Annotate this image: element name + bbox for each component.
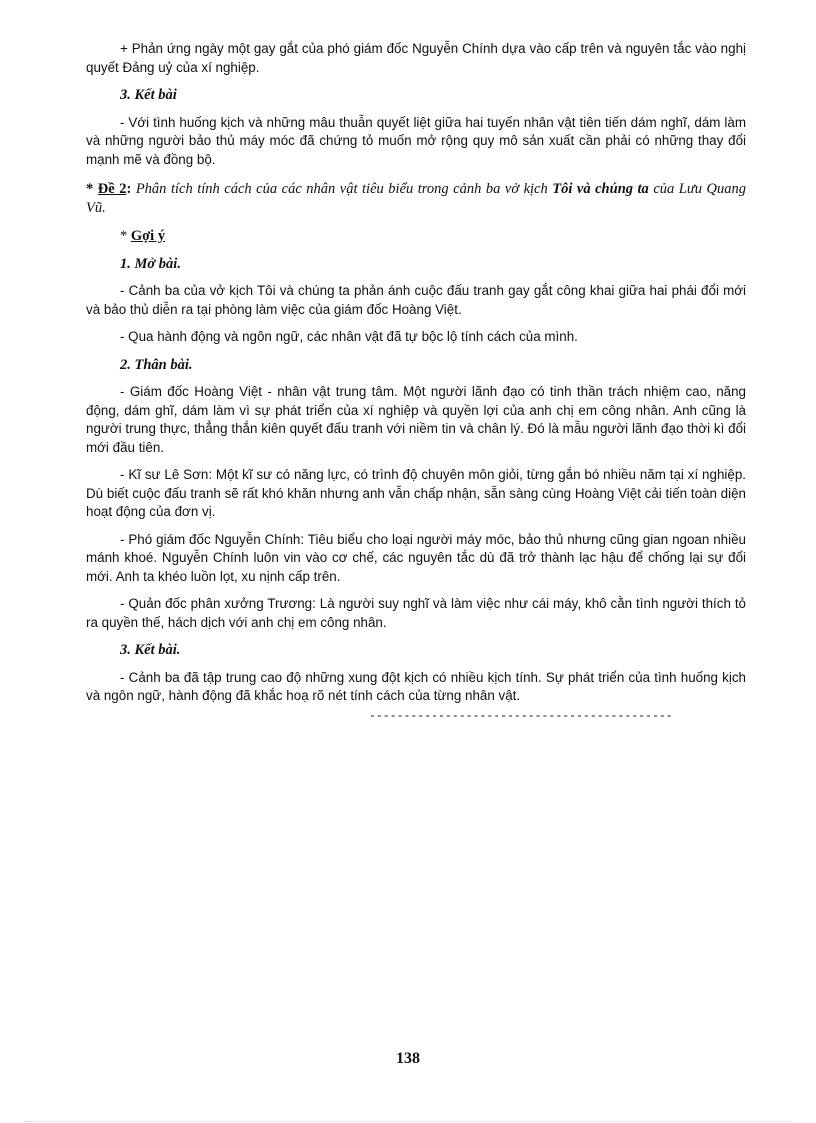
page-number: 138 — [396, 1050, 420, 1067]
heading-mo-bai: 1. Mở bài. — [120, 255, 181, 272]
de-2-play-title: Tôi và chúng ta — [552, 181, 649, 197]
heading-ket-bai: 3. Kết bài — [120, 87, 177, 103]
paragraph-truong: - Quản đốc phân xưởng Trương: Là người suy nghĩ và làm việc như cái máy, khô cằn tình người thích tỏ ra quyền thế, hách dịch với anh chị em công nhân. — [86, 596, 746, 630]
paragraph-nguyen-chinh-reaction: + Phản ứng ngày một gay gắt của phó giám đốc Nguyễn Chính dựa vào cấp trên và nguyên tắc vào nghị quyết Đảng uỷ của xí nghiệp. — [86, 41, 746, 75]
paragraph-ket-bai-2: - Cảnh ba đã tập trung cao độ những xung đột kịch có nhiều kịch tính. Sự phát triển của tình huống kịch và ngôn ngữ, hành động đã khắc hoạ rõ nét tính cách của từng nhân vật. — [86, 669, 746, 703]
paragraph-ket-bai-conclusion: - Với tình huống kịch và những mâu thuẫn quyết liệt giữa hai tuyến nhân vật tiên tiến dám nghĩ, dám làm và những người bảo thủ máy móc đã chứng tỏ muốn mở rộng quy mô sản xuất cần phải có những thay đổi mạnh mẽ và đồng bộ. — [86, 114, 746, 167]
heading-ket-bai-2: 3. Kết bài. — [120, 642, 181, 658]
de-2-colon: : — [126, 181, 136, 197]
goi-y-label: Gợi ý — [130, 228, 166, 244]
goi-y-star: * — [120, 228, 131, 244]
paragraph-hoang-viet: - Giám đốc Hoàng Việt - nhân vật trung tâm. Một người lãnh đạo có tinh thần trách nhiệm cao, năng động, dám ghĩ, dám làm vì sự phát triển của xí nghiệp và quyền lợi của anh chị em công nhân. Anh cũng là người trung thực, thẳng thắn kiên quyết đấu tranh với niềm tin và chân lý. Đó là mẫu người lãnh đạo thời kì đổi mới đầu tiên. — [86, 384, 746, 455]
de-2-prompt — [86, 180, 746, 218]
heading-than-bai: 2. Thân bài. — [120, 356, 193, 373]
paragraph-mo-bai-2: - Qua hành động và ngôn ngữ, các nhân vật đã tự bộc lộ tính cách của mình. — [120, 329, 578, 344]
de-2-prompt-text: Phân tích tính cách của các nhân vật tiêu biểu trong cảnh ba vở kịch — [135, 181, 553, 197]
goi-y-heading — [86, 227, 746, 246]
paragraph-mo-bai-1: - Cảnh ba của vở kịch Tôi và chúng ta phản ánh cuộc đấu tranh gay gắt công khai giữa hai phái đổi mới và bảo thủ diễn ra tại phòng làm việc của giám đốc Hoàng Việt. — [86, 283, 746, 317]
paragraph-nguyen-chinh: - Phó giám đốc Nguyễn Chính: Tiêu biểu cho loại người máy móc, bảo thủ nhưng cũng gian ngoan nhiều mánh khoé. Nguyễn Chính luôn vin vào cơ chế, các nguyên tắc dù đã trở thành lạc hậu để chống lại sự đổi mới. Anh ta khéo luồn lọt, xu nịnh cấp trên. — [86, 531, 746, 584]
section-separator: -------------------------------------------- — [369, 709, 673, 723]
page-content — [86, 40, 746, 723]
de-2-prompt-end: của Lưu Quang Vũ. — [86, 181, 746, 216]
de-2-label: Đề 2 — [97, 181, 127, 197]
paragraph-le-son: - Kĩ sư Lê Sơn: Một kĩ sư có năng lực, có trình độ chuyên môn giỏi, từng gắn bó nhiều năm tại xí nghiệp. Dù biết cuộc đấu tranh sẽ rất khó khăn nhưng anh vẫn chấp nhận, sẵn sàng cùng Hoàng Việt cải tiến toàn diện hoạt động của đơn vị. — [86, 467, 746, 519]
de-2-star: * — [86, 181, 98, 197]
